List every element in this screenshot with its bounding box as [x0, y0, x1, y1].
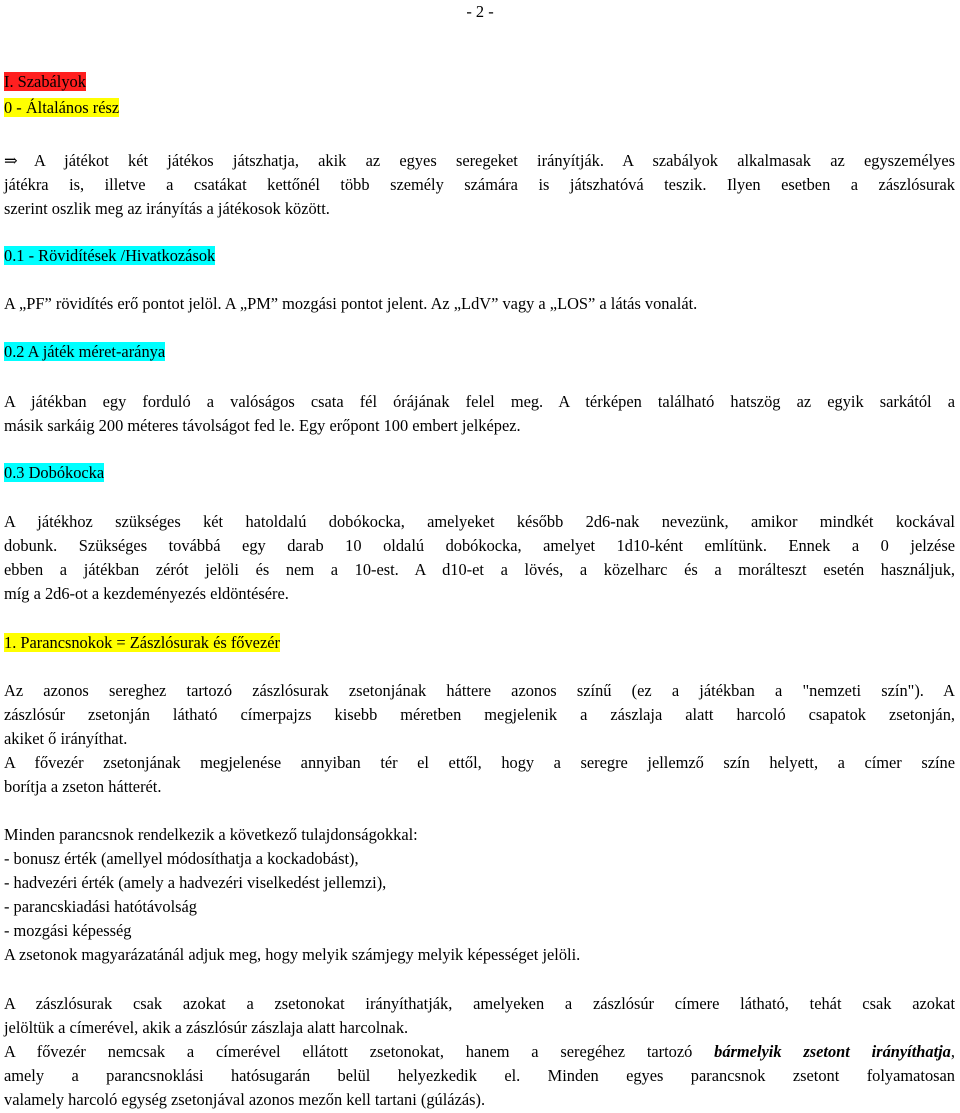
properties-intro: Minden parancsnok rendelkezik a következő tulajdonságokkal:: [4, 825, 418, 844]
intro-line: játékra is, illetve a csatákat kettőnél több személy számára is játszhatóvá teszik. Ilyen esetben a zászlósurak: [4, 175, 955, 194]
abbrev-heading-line: [4, 245, 215, 267]
property-item: - mozgási képesség: [4, 921, 132, 940]
tokens-line: Az azonos sereghez tartozó zászlósurak zsetonjának háttere azonos színű (ez a játékban a "nemzeti szín"). A: [4, 681, 955, 700]
rules-heading: I. Szabályok: [4, 72, 86, 91]
property-item: - hadvezéri érték (amely a hadvezéri viselkedést jellemzi),: [4, 873, 387, 892]
property-item: - bonusz érték (amellyel módosíthatja a kockadobást),: [4, 849, 359, 868]
general-line: amely a parancsnoklási hatósugarán belül helyezkedik el. Minden egyes parancsnok zsetont folyamatosan: [4, 1066, 955, 1085]
tokens-line: borítja a zseton hátterét.: [4, 777, 162, 796]
section-title-general: [4, 97, 119, 119]
tokens-line: A fővezér zsetonjának megjelenése annyiban tér el ettől, hogy a seregre jellemző szín helyett, a címer színe: [4, 753, 955, 772]
scale-line: másik sarkáig 200 méteres távolságot fed le. Egy erőpont 100 embert jelképez.: [4, 416, 521, 435]
dice-heading: 0.3 Dobókocka: [4, 463, 105, 482]
abbrev-paragraph: A „PF” rövidítés erő pontot jelöl. A „PM” mozgási pontot jelent. Az „LdV” vagy a „LOS” a látás vonalát.: [4, 294, 698, 313]
abbrev-heading: 0.1 - Rövidítések /Hivatkozások: [4, 246, 216, 265]
arrow-icon: ⇒: [4, 151, 18, 170]
control-line: jelöltük a címerével, akik a zászlósúr zászlaja alatt harcolnak.: [4, 1018, 409, 1037]
properties-outro: A zsetonok magyarázatánál adjuk meg, hogy melyik számjegy melyik képességet jelöli.: [4, 945, 581, 964]
dice-line: A játékhoz szükséges két hatoldalú dobókocka, amelyeket később 2d6-nak nevezünk, amikor mindkét kockával: [4, 512, 955, 531]
general-heading: 0 - Általános rész: [4, 98, 120, 117]
property-item: - parancskiadási hatótávolság: [4, 897, 197, 916]
tokens-line: akiket ő irányíthat.: [4, 729, 128, 748]
commanders-heading-line: [4, 632, 280, 654]
scale-heading-line: [4, 341, 165, 363]
scale-line: A játékban egy forduló a valóságos csata fél órájának felel meg. A térképen található hatszög az egyik sarkától a: [4, 392, 955, 411]
scale-heading: 0.2 A játék méret-aránya: [4, 342, 166, 361]
section-title-rules: [4, 71, 86, 93]
general-line: A fővezér nemcsak a címerével ellátott zsetonokat, hanem a seregéhez tartozó bármelyik zsetont irányíthatja,: [4, 1042, 955, 1061]
tokens-line: zászlósúr zsetonján látható címerpajzs kisebb méretben megjelenik a zászlaja alatt harcoló csapatok zsetonján,: [4, 705, 955, 724]
dice-line: míg a 2d6-ot a kezdeményezés eldöntésére.: [4, 584, 289, 603]
intro-line: ⇒ A játékot két játékos játszhatja, akik az egyes seregeket irányítják. A szabályok alkalmasak az egyszemélyes: [4, 151, 955, 170]
page-number: - 2 -: [466, 2, 494, 21]
dice-line: dobunk. Szükséges továbbá egy darab 10 oldalú dobókocka, amelyet 1d10-ként említünk. Ennek a 0 jelzése: [4, 536, 955, 555]
control-line: A zászlósurak csak azokat a zsetonokat irányíthatják, amelyeken a zászlósúr címere látható, tehát csak azokat: [4, 994, 955, 1013]
emphasis-text: bármelyik zsetont irányíthatja: [714, 1042, 951, 1061]
commanders-heading: 1. Parancsnokok = Zászlósurak és fővezér: [4, 633, 280, 652]
dice-line: ebben a játékban zérót jelöli és nem a 10-est. A d10-et a lövés, a közelharc és a morálteszt esetén használjuk,: [4, 560, 955, 579]
general-line: valamely harcoló egység zsetonjával azonos mezőn kell tartani (gúlázás).: [4, 1090, 486, 1109]
dice-heading-line: [4, 462, 104, 484]
intro-line: szerint oszlik meg az irányítás a játékosok között.: [4, 199, 330, 218]
